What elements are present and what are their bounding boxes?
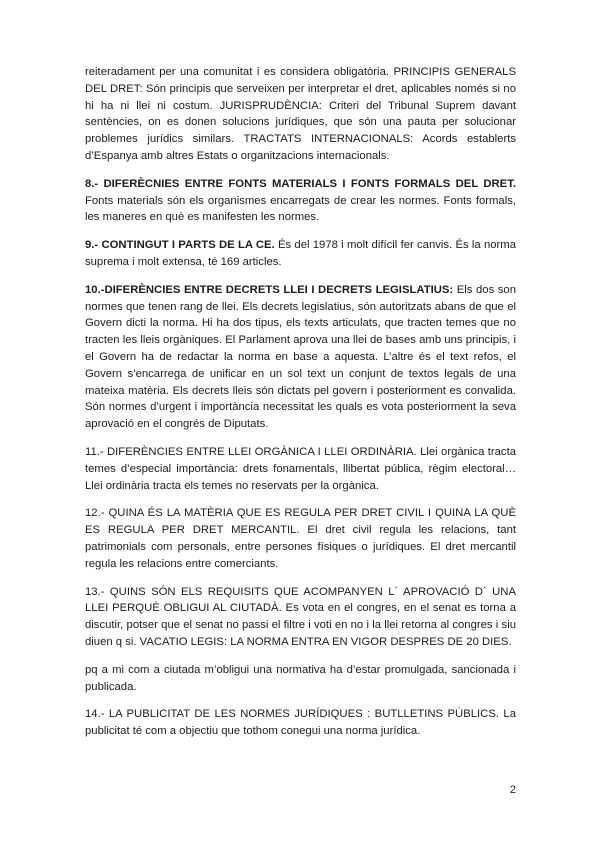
heading-run: 14.- LA PUBLICITAT DE LES NORMES JURÍDIQUES : BUTLLETINS PÚBLICS.	[85, 708, 499, 721]
paragraph	[85, 176, 516, 226]
body-run: És del 1978 i molt difícil fer canvis. És la norma suprema i molt extensa, té 169 articles.	[85, 239, 516, 268]
body-run: pq a mi com a ciutada m’obligui una normativa ha d’estar promulgada, sancionada i publicada.	[85, 663, 516, 693]
paragraph	[85, 444, 516, 494]
body-run: Fonts materials són els organismes encarregats de crear les normes. Fonts formals, les maneres en què es manifesten les normes.	[85, 194, 516, 224]
body-run: La publicitat té com a objectiu que tothom conegui una norma jurídica.	[85, 708, 516, 738]
document-body	[85, 64, 516, 751]
heading-run: 11.- DIFERÈNCIES ENTRE LLEI ORGÀNICA I LLEI ORDINÀRIA.	[85, 445, 417, 458]
body-run: Llei orgànica tracta temes d’especial importància: drets fonamentals, llibertat pública, règim electoral… Llei ordinària tracta els temes no reservats per la orgànica.	[85, 445, 516, 492]
paragraph	[85, 584, 516, 651]
body-run: Es vota en el congres, en el senat es torna a discutir, potser que el senat no passi el filtre i voti en no i la llei retorna al congres i siu diuen q si. VACATIO LEGIS: LA NORMA ENTRA EN VIGOR DESPRES DE 20 DIES.	[85, 602, 516, 648]
paragraph	[85, 706, 516, 740]
page-number: 2	[509, 784, 516, 796]
body-run: Els dos son normes que tenen rang de llei. Els decrets legislatius, són autoritzats abans de que el Govern dicti la norma. Hi ha dos tipus, els texts articulats, que tracten temes que no tracten les lleis orgàniques. El Parlament aprova una llei de bases amb uns principis, i el Govern ha de redactar la norma en base a aquesta. L’altre és el text refos, el Govern s’encarrega de unificar en un sol text un conjunt de textos legals de una mateixa matèria. Els decrets lleis són dictats pel govern i posteriorment es convalida. Són normes d’urgent i importància necessitat les quals es vota posteriorment la seva aprovació en el congrés de Diputats.	[85, 283, 516, 431]
body-run: reiteradament per una comunitat i es considera obligatòria. PRINCIPIS GENERALS DEL DRET: Són principis que serveixen per interpretar el dret, aplicables només si no hi ha ni llei ni costum. JURISPRUDÈNCIA: Criteri del Tribunal Suprem davant sentències, on es donen solucions jurídiques, que són una pauta per solucionar problemes jurídics similars. TRACTATS INTERNACIONALS: Acords establerts d’Espanya amb altres Estats o organitzacions internacionals.	[85, 66, 516, 162]
heading-run: 8.- DIFERÈCNIES ENTRE FONTS MATERIALS I FONTS FORMALS DEL DRET.	[85, 177, 516, 190]
heading-run: 13.- QUINS SÓN ELS REQUISITS QUE ACOMPANYEN L´ APROVACIÓ D´ UNA LLEI PERQUÈ OBLIGUI AL CIUTADÀ.	[85, 585, 516, 615]
heading-run: 9.- CONTINGUT I PARTS DE LA CE.	[85, 239, 275, 252]
body-run: El dret civil regula les relacions, tant patrimonials com personals, entre persones físiques o jurídiques. El dret mercantil regula les relacions entre comerciants.	[85, 524, 516, 570]
heading-run: 12.- QUINA ÉS LA MATÈRIA QUE ES REGULA PER DRET CIVIL I QUINA LA QUÈ ES REGULA PER DRET MERCANTIL.	[85, 507, 516, 537]
paragraph	[85, 64, 516, 165]
paragraph	[85, 282, 516, 433]
heading-run: 10.-DIFERÈNCIES ENTRE DECRETS LLEI I DECRETS LEGISLATIUS:	[85, 283, 454, 296]
paragraph	[85, 505, 516, 572]
paragraph	[85, 237, 516, 271]
paragraph	[85, 662, 516, 696]
